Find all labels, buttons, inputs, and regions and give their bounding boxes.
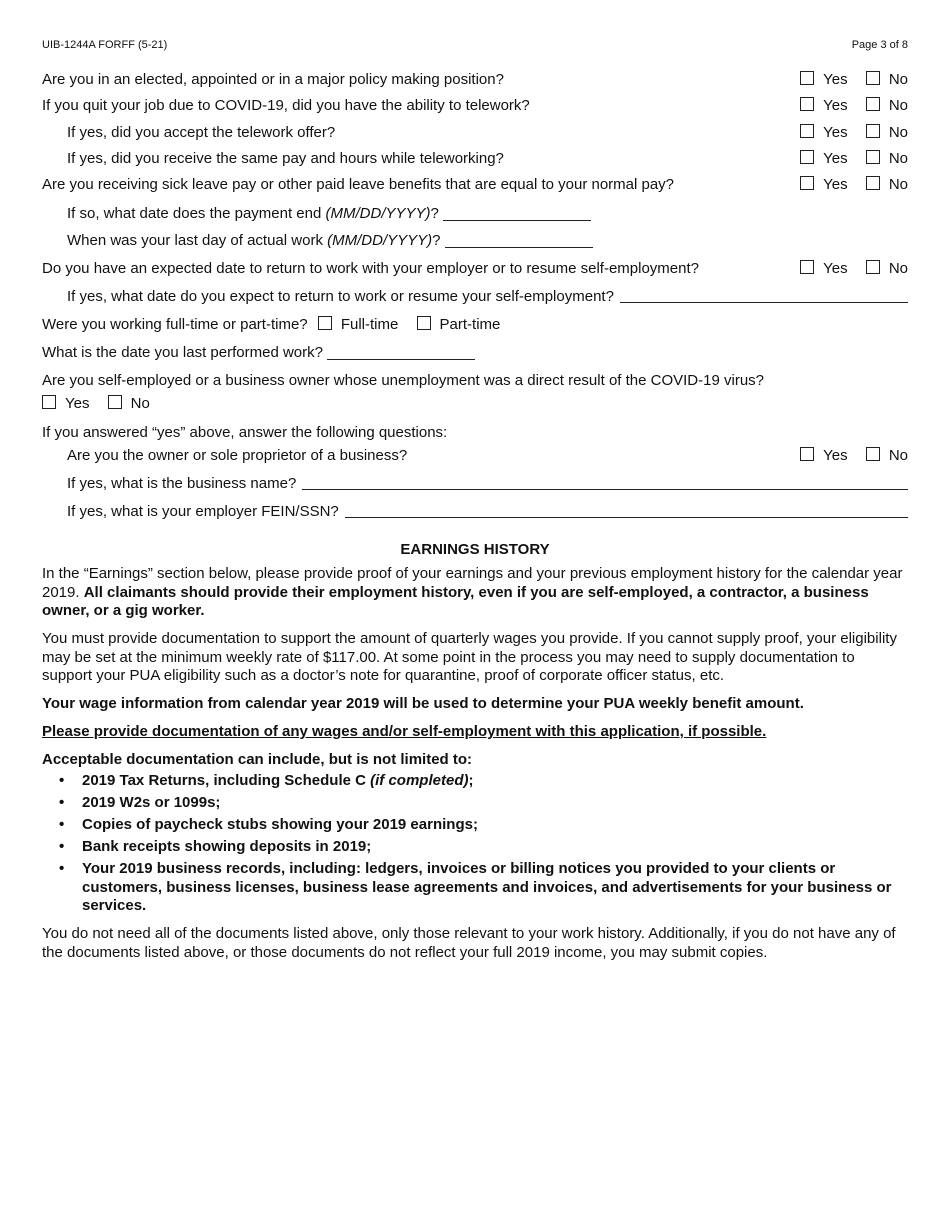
list-item: • Copies of paycheck stubs showing your 2019 earnings; — [59, 816, 478, 833]
last-performed-work-field[interactable] — [327, 345, 475, 360]
question-same-pay-telework — [67, 150, 908, 168]
instruction-text: If you answered “yes” above, answer the following questions: — [42, 424, 448, 441]
wage-info-notice: Your wage information from calendar year 2019 will be used to determine your PUA weekly benefit amount. — [42, 695, 804, 712]
question-work-type — [42, 316, 908, 334]
no-checkbox[interactable] — [866, 71, 880, 85]
question-employer-fein — [67, 503, 908, 521]
business-name-field[interactable] — [302, 475, 908, 490]
full-time-checkbox[interactable] — [318, 316, 332, 330]
question-text: Were you working full-time or part-time? — [42, 316, 308, 333]
yes-checkbox[interactable] — [800, 97, 814, 111]
yes-label: Yes — [823, 124, 848, 141]
no-checkbox[interactable] — [866, 124, 880, 138]
yes-label: Yes — [823, 71, 848, 88]
no-label: No — [130, 395, 150, 412]
acceptable-docs-list — [42, 772, 902, 919]
yes-checkbox[interactable] — [800, 124, 814, 138]
question-last-work-day: When was your last day of actual work (MM/DD/YYYY)? — [67, 232, 908, 250]
yes-checkbox[interactable] — [800, 260, 814, 274]
question-text: If yes, what is your employer FEIN/SSN? — [67, 503, 339, 520]
list-item: • 2019 W2s or 1099s; — [59, 794, 221, 811]
no-label: No — [888, 124, 908, 141]
question-self-employed-covid — [42, 372, 908, 390]
no-label: No — [888, 260, 908, 277]
question-business-name — [67, 475, 908, 493]
yes-label: Yes — [823, 150, 848, 167]
question-text: Do you have an expected date to return to work with your employer or to resume self-employment? — [42, 260, 699, 277]
date-format-hint: (MM/DD/YYYY) — [327, 232, 433, 249]
question-telework-accepted — [67, 124, 908, 142]
page-number: Page 3 of 8 — [851, 39, 908, 51]
question-text: If you quit your job due to COVID-19, did you have the ability to telework? — [42, 97, 530, 114]
question-text: If so, what date does the payment end — [67, 205, 326, 222]
no-label: No — [888, 97, 908, 114]
question-last-performed-work — [42, 344, 908, 362]
self-employed-options — [42, 395, 908, 413]
yes-label: Yes — [65, 395, 90, 412]
yes-label: Yes — [823, 260, 848, 277]
question-telework-ability — [42, 97, 908, 115]
no-label: No — [888, 150, 908, 167]
no-checkbox[interactable] — [866, 150, 880, 164]
question-expected-return-date — [42, 260, 908, 278]
list-item: • 2019 Tax Returns, including Schedule C (if completed); — [59, 772, 474, 789]
question-elected-position — [42, 71, 908, 89]
question-sole-proprietor — [67, 447, 908, 465]
yes-label: Yes — [823, 176, 848, 193]
yes-checkbox[interactable] — [800, 150, 814, 164]
question-return-date — [67, 288, 908, 306]
question-text: If yes, what date do you expect to return to work or resume your self-employment? — [67, 288, 614, 305]
no-checkbox[interactable] — [866, 447, 880, 461]
question-text: When was your last day of actual work — [67, 232, 328, 249]
form-id: UIB-1244A FORFF (5-21) — [42, 39, 168, 51]
full-time-label: Full-time — [340, 316, 399, 333]
last-work-day-field[interactable] — [445, 233, 593, 248]
date-format-hint: (MM/DD/YYYY) — [325, 205, 431, 222]
no-checkbox[interactable] — [866, 97, 880, 111]
part-time-checkbox[interactable] — [417, 316, 431, 330]
return-date-field[interactable] — [620, 288, 908, 303]
earnings-intro: In the “Earnings” section below, please provide proof of your earnings and your previous employment history for the calendar year 2019. All claimants should provide their employment history, even if you are self-employed, a contractor, a business owner, or a gig worker. — [42, 565, 903, 619]
question-sick-leave-pay — [42, 176, 908, 194]
no-checkbox[interactable] — [108, 395, 122, 409]
question-text: Are you receiving sick leave pay or other paid leave benefits that are equal to your normal pay? — [42, 176, 675, 193]
question-text: What is the date you last performed work? — [42, 344, 323, 361]
yes-checkbox[interactable] — [42, 395, 56, 409]
question-text: If yes, what is the business name? — [67, 475, 297, 492]
question-text: If yes, did you receive the same pay and hours while teleworking? — [67, 150, 504, 167]
question-text: Are you the owner or sole proprietor of a business? — [67, 447, 408, 464]
yes-checkbox[interactable] — [800, 176, 814, 190]
followup-instructions — [42, 424, 908, 442]
no-label: No — [888, 71, 908, 88]
provide-documentation-notice: Please provide documentation of any wages and/or self-employment with this application, if possible. — [42, 723, 767, 740]
part-time-label: Part-time — [439, 316, 501, 333]
no-label: No — [888, 447, 908, 464]
no-checkbox[interactable] — [866, 260, 880, 274]
question-text: Are you self-employed or a business owner whose unemployment was a direct result of the COVID-19 virus? — [42, 372, 764, 389]
no-checkbox[interactable] — [866, 176, 880, 190]
payment-end-date-field[interactable] — [443, 206, 591, 221]
yes-label: Yes — [823, 97, 848, 114]
acceptable-docs-heading: Acceptable documentation can include, but is not limited to: — [42, 751, 473, 768]
documentation-requirement: You must provide documentation to support the amount of quarterly wages you provide. If you cannot supply proof, your eligibility may be set at the minimum weekly rate of $117.00. At some point in the process you may need to supply documentation to support your PUA eligibility such as a doctor’s note for quarantine, proof of corporate officer status, etc. — [42, 630, 897, 684]
closing-note: You do not need all of the documents listed above, only those relevant to your work history. Additionally, if you do not have any of the documents listed above, or those documents do not reflect your full 2019 income, you may submit copies. — [42, 925, 896, 961]
no-label: No — [888, 176, 908, 193]
question-payment-end-date: If so, what date does the payment end (MM/DD/YYYY)? — [67, 205, 908, 223]
question-text: Are you in an elected, appointed or in a major policy making position? — [42, 71, 504, 88]
employer-fein-field[interactable] — [345, 503, 908, 518]
yes-checkbox[interactable] — [800, 71, 814, 85]
section-title: EARNINGS HISTORY — [400, 541, 550, 558]
question-text: If yes, did you accept the telework offer? — [67, 124, 336, 141]
list-item: • Your 2019 business records, including: ledgers, invoices or billing notices you provided to your clients or customers, business licenses, business lease agreements and invoices, and advertisements for your business or services. — [59, 860, 892, 914]
yes-checkbox[interactable] — [800, 447, 814, 461]
yes-label: Yes — [823, 447, 848, 464]
list-item: • Bank receipts showing deposits in 2019; — [59, 838, 372, 855]
